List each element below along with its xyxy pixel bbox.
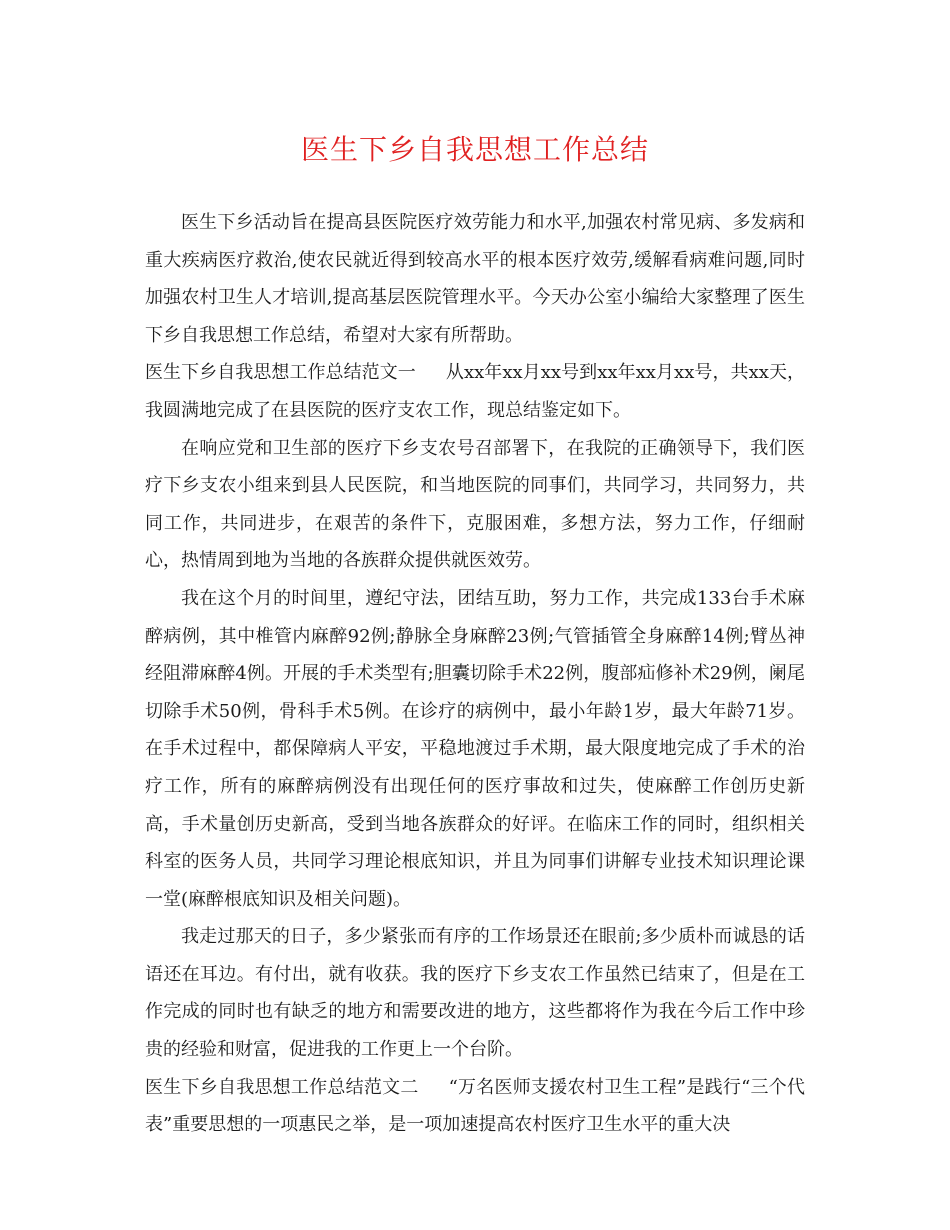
sample-two-paragraph [145, 1069, 805, 1144]
sample-one-heading: 医生下乡自我思想工作总结范文一 [145, 362, 416, 384]
sample-two-lead: “万名医师支援农村卫生工程”是践行“三个代表”重要思想的一项惠民之举，是一项加速提高农村医疗卫生水平的重大决 [145, 1076, 806, 1136]
reflection-paragraph: 我走过那天的日子，多少紧张而有序的工作场景还在眼前;多少质朴而诚恳的话语还在耳边。有付出，就有收获。我的医疗下乡支农工作虽然已结束了，但是在工作完成的同时也有缺乏的地方和需要改进的地方，这些都将作为我在今后工作中珍贵的经验和财富，促进我的工作更上一个台阶。 [145, 926, 805, 1061]
sample-one-paragraph [145, 354, 805, 429]
response-paragraph: 在响应党和卫生部的医疗下乡支农号召部署下，在我院的正确领导下，我们医疗下乡支农小组来到县人民医院，和当地医院的同事们，共同学习，共同努力，共同工作，共同进步，在艰苦的条件下，克服困难，多想方法，努力工作，仔细耐心，热情周到地为当地的各族群众提供就医效劳。 [145, 437, 805, 572]
document-body [145, 204, 805, 1144]
sample-one-lead: 从xx年xx月xx号到xx年xx月xx号，共xx天，我圆满地完成了在县医院的医疗支农工作，现总结鉴定如下。 [145, 362, 805, 421]
document-title: 医生下乡自我思想工作总结 [300, 133, 649, 166]
month-summary-paragraph: 我在这个月的时间里，遵纪守法，团结互助，努力工作，共完成133台手术麻醉病例，其中椎管内麻醉92例;静脉全身麻醉23例;气管插管全身麻醉14例;臂丛神经阻滞麻醉4例。开展的手术类型有;胆囊切除手术22例，腹部疝修补术29例，阑尾切除手术50例，骨科手术5例。在诊疗的病例中，最小年龄1岁，最大年龄71岁。在手术过程中，都保障病人平安，平稳地渡过手术期，最大限度地完成了手术的治疗工作，所有的麻醉病例没有出现任何的医疗事故和过失，使麻醉工作创历史新高，手术量创历史新高，受到当地各族群众的好评。在临床工作的同时，组织相关科室的医务人员，共同学习理论根底知识，并且为同事们讲解专业技术知识理论课一堂(麻醉根底知识及相关问题)。 [145, 587, 805, 910]
intro-paragraph: 医生下乡活动旨在提高县医院医疗效劳能力和水平,加强农村常见病、多发病和重大疾病医疗救治,使农民就近得到较高水平的根本医疗效劳,缓解看病难问题,同时加强农村卫生人才培训,提高基层医院管理水平。今天办公室小编给大家整理了医生下乡自我思想工作总结，希望对大家有所帮助。 [145, 212, 805, 346]
sample-two-heading: 医生下乡自我思想工作总结范文二 [145, 1076, 419, 1098]
